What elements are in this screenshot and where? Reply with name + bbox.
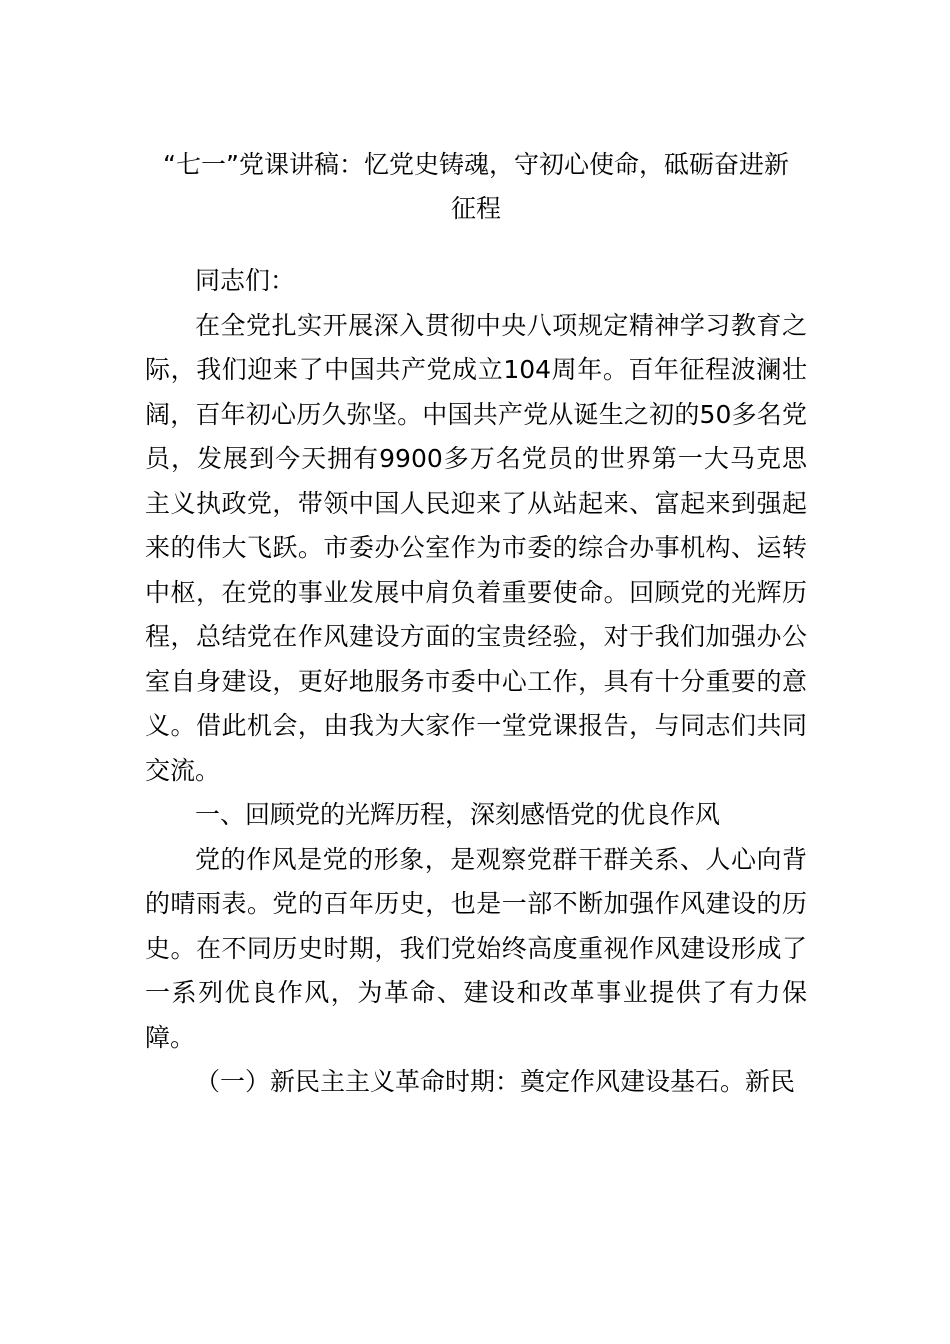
document-title bbox=[145, 143, 807, 231]
salutation: 同志们： bbox=[195, 266, 296, 295]
document-body bbox=[145, 259, 807, 1105]
subsection-heading-1: （一）新民主主义革命时期：奠定作风建设基石。新民 bbox=[195, 1067, 796, 1096]
title-line-1: “七一”党课讲稿：忆党史铸魂，守初心使命，砥砺奋进新 bbox=[163, 150, 789, 179]
paragraph-style: 党的作风是党的形象，是观察党群干群关系、人心向背的晴雨表。党的百年历史，也是一部不断加强作风建设的历史。在不同历史时期，我们党始终高度重视作风建设形成了一系列优良作风，为革命、建设和改革事业提供了有力保障。 bbox=[145, 844, 807, 1052]
paragraph-intro: 在全党扎实开展深入贯彻中央八项规定精神学习教育之际，我们迎来了中国共产党成立104周年。百年征程波澜壮阔，百年初心历久弥坚。中国共产党从诞生之初的50多名党员，发展到今天拥有9900多万名党员的世界第一大马克思主义执政党，带领中国人民迎来了从站起来、富起来到强起来的伟大飞跃。市委办公室作为市委的综合办事机构、运转中枢，在党的事业发展中肩负着重要使命。回顾党的光辉历程，总结党在作风建设方面的宝贵经验，对于我们加强办公室自身建设，更好地服务市委中心工作，具有十分重要的意义。借此机会，由我为大家作一堂党课报告，与同志们共同交流。 bbox=[145, 310, 807, 785]
section-heading-1: 一、回顾党的光辉历程，深刻感悟党的优良作风 bbox=[195, 800, 721, 829]
title-line-2: 征程 bbox=[450, 194, 501, 223]
